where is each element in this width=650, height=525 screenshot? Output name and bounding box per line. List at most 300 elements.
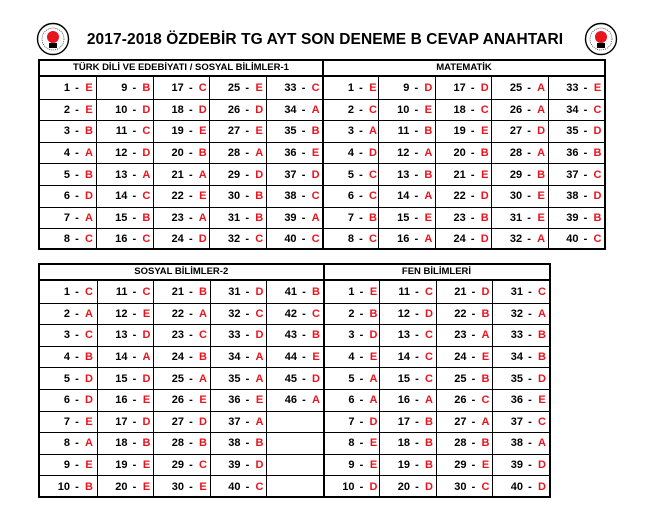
answer-column [209,77,265,250]
answer-cell [492,228,547,250]
question-number: 36 [566,147,579,160]
question-number: 11 [115,285,128,298]
question-number: 11 [397,125,410,138]
answer-letter: A [312,394,320,407]
answer-letter: A [311,211,320,224]
section-title: MATEMATİK [322,61,604,75]
answer-letter: B [425,437,433,450]
question-number: 22 [453,190,466,203]
answer-letter: A [537,81,546,94]
answer-cell [380,303,436,325]
answer-cell [493,324,549,346]
answer-letter: D [538,372,546,385]
question-number: 5 [63,372,70,385]
question-number: 30 [509,190,523,203]
question-number: 8 [347,233,354,246]
question-number: 16 [397,394,410,407]
answer-letter: B [85,168,93,181]
question-number: 33 [284,81,297,94]
question-number: 13 [115,168,128,181]
question-number: 24 [453,233,466,246]
answer-cell [437,411,493,433]
answer-letter: A [537,233,546,246]
dash-separator: - [528,285,532,298]
dash-separator: - [359,480,364,493]
dash-separator: - [359,307,364,320]
dash-separator: - [75,351,79,364]
answer-cell [210,207,265,229]
answer-cell [436,163,491,185]
answer-cell [325,324,380,346]
dash-separator: - [414,147,419,160]
answer-letter: D [369,415,378,428]
question-number: 3 [63,125,70,138]
dash-separator: - [189,437,193,450]
dash-separator: - [414,103,419,116]
question-number: 39 [228,459,241,472]
answer-cell [211,367,267,389]
dash-separator: - [245,351,250,364]
answer-column [153,77,209,250]
answer-letter: B [85,351,93,364]
answer-letter: B [198,147,207,160]
answer-letter: E [369,437,378,450]
answer-cell [267,207,322,229]
answer-column [210,281,267,497]
question-number: 4 [348,351,355,364]
dash-separator: - [415,480,419,493]
answer-letter: E [142,394,151,407]
dash-separator: - [302,307,306,320]
question-number: 23 [171,211,184,224]
answer-letter: D [142,415,151,428]
answer-cell [437,454,493,476]
answer-letter: A [199,372,207,385]
dash-separator: - [527,211,531,224]
answer-cell [436,142,491,164]
dash-separator: - [132,190,137,203]
answer-letter: C [311,233,320,246]
question-number: 32 [510,307,523,320]
section-title: SOSYAL BİLİMLER-2 [134,266,229,277]
answer-cell [493,389,549,411]
dash-separator: - [189,480,193,493]
answer-cell [380,324,436,346]
dash-separator: - [132,351,137,364]
answer-cell [40,120,96,142]
answer-letter: C [85,233,93,246]
answer-cell [380,346,436,368]
answer-column [40,281,97,497]
question-number: 40 [284,233,297,246]
question-number: 22 [171,190,184,203]
dash-separator: - [245,372,250,385]
answer-cell [436,228,491,250]
answer-letter: C [311,190,320,203]
answer-letter: A [142,351,151,364]
answer-letter: B [481,307,490,320]
answer-letter: A [538,437,546,450]
dash-separator: - [527,190,531,203]
question-number: 6 [63,190,70,203]
answer-cell [436,77,491,99]
question-number: 7 [348,415,355,428]
dash-separator: - [188,147,193,160]
dash-separator: - [527,168,531,181]
dash-separator: - [527,103,531,116]
dash-separator: - [132,81,137,94]
question-number: 20 [453,147,466,160]
answer-cell [154,207,209,229]
dash-separator: - [415,415,419,428]
question-number: 33 [228,329,241,342]
answer-cell [154,389,210,411]
answer-cell [267,303,323,325]
dash-separator: - [414,168,419,181]
question-number: 29 [509,168,523,181]
answer-letter: C [85,285,93,298]
dash-separator: - [359,81,363,94]
answer-cell [154,163,209,185]
answer-cell [267,389,323,411]
dash-separator: - [470,81,475,94]
dash-separator: - [470,168,475,181]
answer-cell [325,281,380,303]
answer-cell [492,120,547,142]
question-number: 7 [63,415,70,428]
answer-letter: D [369,480,378,493]
question-number: 45 [284,372,297,385]
answer-letter: E [481,351,490,364]
answer-cell [210,185,265,207]
answer-letter: D [425,307,433,320]
dash-separator: - [471,329,476,342]
dash-separator: - [301,168,306,181]
answer-cell [154,281,210,303]
answer-cell [267,185,322,207]
answer-cell [492,142,547,164]
dash-separator: - [470,103,475,116]
question-number: 37 [510,415,523,428]
dash-separator: - [245,329,250,342]
answer-letter: B [199,437,207,450]
answer-letter: B [255,190,264,203]
question-number: 30 [454,480,467,493]
answer-letter: B [593,147,602,160]
dash-separator: - [415,329,419,342]
answer-cell [40,185,96,207]
dash-separator: - [189,394,193,407]
answer-letter: B [481,372,490,385]
dash-separator: - [132,307,137,320]
dash-separator: - [132,394,137,407]
question-number: 10 [115,103,128,116]
answer-cell [379,163,434,185]
answer-cell [154,346,210,368]
answer-cell [325,303,380,325]
answer-cell [325,454,380,476]
dash-separator: - [583,211,588,224]
answer-cell [98,411,154,433]
question-number: 16 [397,233,410,246]
dash-separator: - [583,103,588,116]
dash-separator: - [245,125,249,138]
answer-letter: E [85,415,93,428]
dash-separator: - [245,81,249,94]
dash-separator: - [245,307,250,320]
answer-letter: E [424,211,433,224]
question-number: 11 [115,125,128,138]
question-number: 39 [566,211,579,224]
answer-letter: D [198,233,207,246]
answer-cell [154,432,210,454]
answer-cell [267,346,323,368]
question-number: 42 [284,307,297,320]
answer-cell [380,389,436,411]
dash-separator: - [75,211,79,224]
answer-cell [267,120,322,142]
dash-separator: - [75,307,79,320]
question-number: 9 [121,81,128,94]
answer-letter: B [368,211,377,224]
answer-letter: D [85,372,93,385]
answer-cell [549,163,604,185]
dash-separator: - [528,372,532,385]
question-number: 35 [228,372,241,385]
answer-column [491,77,547,250]
question-number: 40 [566,233,579,246]
dash-separator: - [359,190,363,203]
dash-separator: - [75,103,79,116]
question-number: 26 [227,103,241,116]
answer-letter: C [425,351,433,364]
answer-cell [492,99,547,121]
dash-separator: - [75,147,79,160]
question-number: 17 [397,415,410,428]
question-number: 4 [63,351,70,364]
answer-letter: E [481,459,490,472]
answer-grid [40,77,604,250]
answer-cell [211,432,267,454]
question-number: 8 [348,437,355,450]
answer-cell [98,324,154,346]
answer-letter: D [593,190,602,203]
question-number: 5 [63,168,70,181]
dash-separator: - [583,81,588,94]
question-number: 20 [171,147,184,160]
answer-cell [493,475,549,497]
answer-cell [325,367,380,389]
answer-letter: E [538,394,546,407]
answer-letter: A [481,415,490,428]
dash-separator: - [301,81,306,94]
answer-cell [267,142,322,164]
answer-column [153,281,210,497]
answer-cell [97,228,152,250]
answer-cell [493,281,549,303]
answer-cell [97,120,152,142]
answer-letter: D [369,329,378,342]
question-number: 15 [115,211,128,224]
question-number: 13 [115,329,128,342]
answer-cell [493,346,549,368]
answer-letter: E [481,168,489,181]
question-number: 20 [115,480,128,493]
dash-separator: - [527,147,531,160]
section-header-row [40,265,549,281]
question-number: 13 [397,329,410,342]
answer-letter: B [199,285,207,298]
answer-cell [492,163,547,185]
answer-letter: C [593,168,602,181]
question-number: 46 [284,394,297,407]
question-number: 6 [348,394,355,407]
answer-cell [379,185,434,207]
answer-cell [437,475,493,497]
answer-letter: A [255,415,264,428]
dash-separator: - [583,147,588,160]
question-number: 7 [347,211,354,224]
answer-cell [492,185,547,207]
dash-separator: - [189,459,193,472]
answer-cell [267,99,322,121]
question-number: 38 [228,437,241,450]
answer-letter: B [593,211,602,224]
question-number: 36 [284,147,297,160]
answer-letter: B [538,351,546,364]
dash-separator: - [302,372,306,385]
dash-separator: - [415,307,419,320]
answer-letter: C [142,190,151,203]
answer-cell [211,411,267,433]
answer-letter: C [368,233,377,246]
question-number: 26 [509,103,523,116]
question-number: 19 [397,459,410,472]
question-number: 14 [397,190,410,203]
question-number: 36 [228,394,241,407]
dash-separator: - [189,285,193,298]
question-number: 18 [115,437,128,450]
question-number: 16 [115,233,128,246]
answer-cell [436,99,491,121]
answer-letter: C [199,459,207,472]
question-number: 28 [227,147,241,160]
dash-separator: - [471,459,476,472]
question-number: 1 [63,285,70,298]
dash-separator: - [583,190,588,203]
answer-letter: C [593,103,602,116]
answer-cell [98,475,154,497]
answer-column [322,77,378,250]
question-number: 8 [63,437,70,450]
answer-letter: A [85,437,93,450]
answer-cell [379,120,434,142]
answer-cell [267,324,323,346]
answer-cell [211,324,267,346]
answer-cell [98,432,154,454]
question-number: 38 [510,437,523,450]
dash-separator: - [415,394,419,407]
answer-cell [267,475,323,497]
question-number: 39 [284,211,297,224]
answer-cell [267,367,323,389]
answer-letter: D [480,233,489,246]
dash-separator: - [75,459,79,472]
answer-letter: E [199,190,207,203]
answer-letter: E [85,103,93,116]
dash-separator: - [188,168,193,181]
dash-separator: - [471,372,476,385]
answer-cell [267,432,323,454]
answer-cell [154,324,210,346]
answer-letter: B [312,285,320,298]
answer-letter: C [311,81,320,94]
answer-cell [380,367,436,389]
dash-separator: - [359,459,364,472]
dash-separator: - [188,103,193,116]
answer-letter: E [199,480,207,493]
question-number: 14 [115,190,128,203]
dash-separator: - [528,415,532,428]
page-title: 2017-2018 ÖZDEBİR TG AYT SON DENEME B CEVAP ANAHTARI [86,31,564,48]
question-number: 32 [509,233,523,246]
answer-column [379,281,436,497]
answer-cell [324,99,378,121]
answer-letter: D [255,329,264,342]
dash-separator: - [415,459,419,472]
answer-letter: E [312,351,320,364]
answer-cell [379,228,434,250]
answer-cell [40,77,96,99]
answer-cell [437,346,493,368]
question-number: 34 [284,103,297,116]
question-number: 18 [171,103,184,116]
dash-separator: - [470,125,475,138]
dash-separator: - [245,190,249,203]
answer-column [96,77,152,250]
answer-cell [98,346,154,368]
answer-letter: A [311,103,320,116]
answer-cell [324,207,378,229]
answer-cell [436,120,491,142]
answer-cell [493,432,549,454]
dash-separator: - [471,351,476,364]
dash-separator: - [302,285,306,298]
answer-letter: E [142,307,151,320]
answer-cell [437,367,493,389]
answer-cell [380,454,436,476]
dash-separator: - [245,394,250,407]
dash-separator: - [359,211,363,224]
question-number: 14 [397,351,410,364]
answer-letter: E [199,125,207,138]
answer-cell [211,346,267,368]
question-number: 17 [453,81,466,94]
answer-column [323,281,380,497]
answer-cell [97,77,152,99]
dash-separator: - [415,437,419,450]
answer-letter: B [311,125,320,138]
dash-separator: - [245,480,250,493]
section-title: TÜRK DİLİ VE EDEBİYATI / SOSYAL BİLİMLER-1 [73,62,289,73]
question-number: 12 [115,307,128,320]
question-number: 27 [227,125,241,138]
answer-cell [40,163,96,185]
dash-separator: - [415,372,419,385]
answer-key-block-bottom [38,263,551,498]
answer-letter: D [255,285,264,298]
dash-separator: - [415,351,419,364]
